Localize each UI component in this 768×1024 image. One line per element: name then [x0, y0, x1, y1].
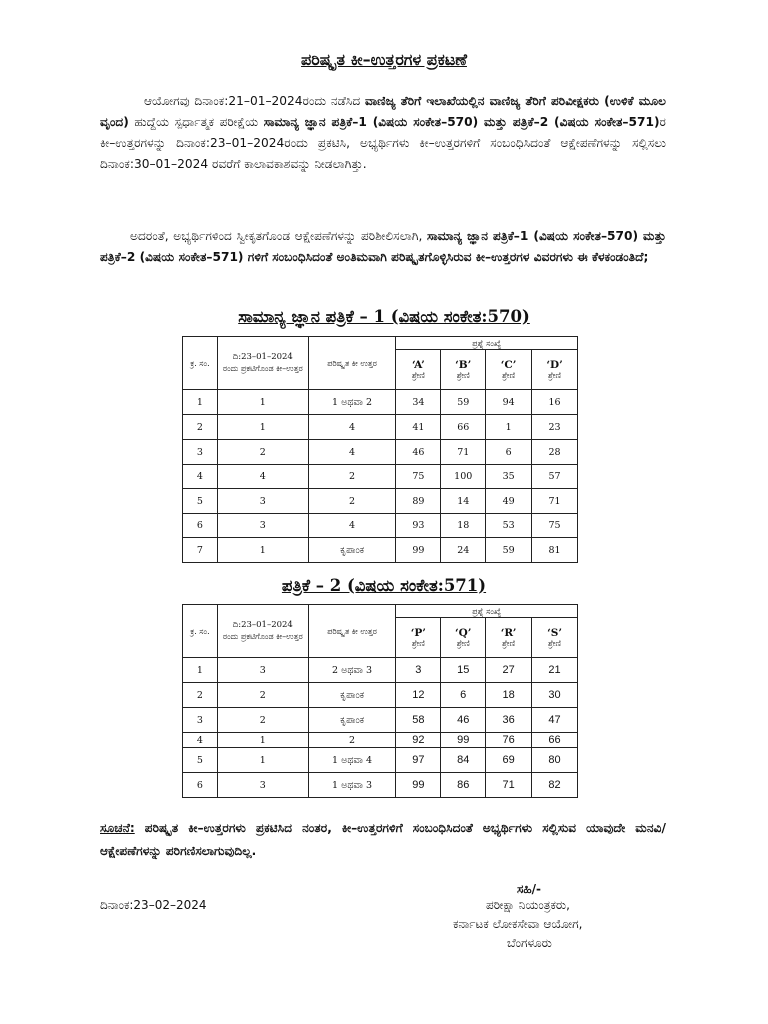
table1-cell: 16: [532, 390, 578, 415]
table1-cell: 35: [486, 465, 532, 489]
table2-cell: 3: [217, 658, 308, 683]
table1-cell: 1: [217, 538, 308, 563]
table2-cell: 99: [441, 733, 486, 748]
table2-cell: 1: [183, 658, 218, 683]
table2-cell: 15: [441, 658, 486, 683]
table1-series-word: ಶ್ರೇಣಿ: [502, 370, 516, 380]
table1-cell: 2: [183, 415, 218, 440]
table1-cell: 1: [183, 390, 218, 415]
table2-cell: 12: [396, 683, 441, 708]
table2-cell: 80: [532, 748, 578, 773]
table2-cell: 97: [396, 748, 441, 773]
table1-cell: 6: [486, 440, 532, 465]
table2-cell: 82: [532, 773, 578, 798]
table1-series-2: [486, 350, 532, 390]
table-row: [183, 773, 578, 798]
table1-cell: 23: [532, 415, 578, 440]
table1: [182, 336, 578, 563]
table-row: [183, 465, 578, 489]
table1-cell: 99: [396, 538, 441, 563]
table1-cell: 4: [308, 440, 396, 465]
table2-cell: 99: [396, 773, 441, 798]
table1-cell: 34: [396, 390, 441, 415]
intro-text-2: ಹುದ್ದೆಯ ಸ್ಪರ್ಧಾತ್ಮಕ ಪರೀಕ್ಷೆಯ: [128, 115, 264, 129]
table1-cell: 2: [217, 440, 308, 465]
table2-series-letter: ‘S’: [547, 626, 562, 639]
table1-cell: 1: [217, 390, 308, 415]
table2-cell: ಕೃಪಾಂಕ: [308, 683, 396, 708]
table1-cell: 59: [486, 538, 532, 563]
intro-bold-1: ವಾಣಿಜ್ಯ ತೆರಿಗೆ ಇಲಾಖೆಯಲ್ಲಿನ ವಾಣಿಜ್ಯ ತೆರಿಗೆ ಪರಿವೀಕ್ಷಕರು (ಉಳಿಕೆ ಮೂಲ ವೃಂದ): [100, 94, 666, 129]
table2-header-sl: ಕ್ರ. ಸಂ.: [183, 605, 218, 658]
table2-cell: 66: [532, 733, 578, 748]
table-row: [183, 440, 578, 465]
note-paragraph: [100, 817, 666, 863]
table1-header-revised: ಪರಿಷ್ಕೃತ ಕೀ ಉತ್ತರ: [308, 337, 396, 390]
table1-cell: 24: [441, 538, 486, 563]
table2-cell: 36: [486, 708, 532, 733]
table1-cell: 94: [486, 390, 532, 415]
table1-cell: 4: [308, 514, 396, 538]
table1-series-word: ಶ್ರೇಣಿ: [456, 370, 470, 380]
table2-cell: ಕೃಪಾಂಕ: [308, 708, 396, 733]
table2-series-word: ಶ್ರೇಣಿ: [411, 638, 425, 648]
table2-cell: 21: [532, 658, 578, 683]
table2-header-date-sub: ರಂದು ಪ್ರಕಟಿಗೊಂಡ ಕೀ–ಉತ್ತರ: [222, 632, 303, 641]
signature-sd: ಸಹಿ/-: [517, 882, 541, 896]
table-row: [183, 683, 578, 708]
table1-cell: 89: [396, 489, 441, 514]
table2-series-2: [486, 618, 532, 658]
table1-cell: 41: [396, 415, 441, 440]
table1-cell: ಕೃಪಾಂಕ: [308, 538, 396, 563]
table1-cell: 6: [183, 514, 218, 538]
table2-cell: 3: [396, 658, 441, 683]
table1-cell: 1 ಅಥವಾ 2: [308, 390, 396, 415]
second-paragraph: [100, 226, 666, 268]
table2-cell: 3: [183, 708, 218, 733]
table-row: [183, 489, 578, 514]
intro-bold-2: ಸಾಮಾನ್ಯ ಜ್ಞಾನ ಪತ್ರಿಕೆ–1 (ವಿಷಯ ಸಂಕೇತ–570) ಮತ್ತು ಪತ್ರಿಕೆ–2 (ವಿಷಯ ಸಂಕೇತ–571): [263, 115, 660, 129]
table1-cell: 100: [441, 465, 486, 489]
table1-series-letter: ‘A’: [411, 358, 425, 371]
table1-header-sl: ಕ್ರ. ಸಂ.: [183, 337, 218, 390]
table1-cell: 75: [396, 465, 441, 489]
table-row: [183, 390, 578, 415]
table1-cell: 71: [441, 440, 486, 465]
signature-city: ಬೆಂಗಳೂರು: [507, 936, 552, 950]
table2-cell: 6: [183, 773, 218, 798]
table1-cell: 4: [308, 415, 396, 440]
table2-cell: 1 ಅಥವಾ 3: [308, 773, 396, 798]
table1-cell: 3: [217, 489, 308, 514]
table2-cell: 1: [217, 748, 308, 773]
table1-cell: 2: [308, 465, 396, 489]
table2-cell: 86: [441, 773, 486, 798]
table1-cell: 59: [441, 390, 486, 415]
table2-cell: 2: [308, 733, 396, 748]
table2-header-revised: ಪರಿಷ್ಕೃತ ಕೀ ಉತ್ತರ: [308, 605, 396, 658]
table2-cell: 76: [486, 733, 532, 748]
table1-cell: 49: [486, 489, 532, 514]
table2-cell: 1 ಅಥವಾ 4: [308, 748, 396, 773]
table1-cell: 46: [396, 440, 441, 465]
table2-cell: 84: [441, 748, 486, 773]
table1-header-date-sub: ರಂದು ಪ್ರಕಟಿಗೊಂಡ ಕೀ–ಉತ್ತರ: [222, 364, 303, 373]
signature-organization: ಕರ್ನಾಟಕ ಲೋಕಸೇವಾ ಆಯೋಗ,: [453, 917, 583, 931]
table1-cell: 1: [217, 415, 308, 440]
table1-cell: 5: [183, 489, 218, 514]
table2-cell: 2: [217, 708, 308, 733]
table1-cell: 75: [532, 514, 578, 538]
table1-header-date-label: ದಿ:23–01–2024: [232, 352, 293, 362]
table2-cell: 2 ಅಥವಾ 3: [308, 658, 396, 683]
table1-series-letter: ‘D’: [546, 358, 563, 371]
table-row: [183, 514, 578, 538]
table1-series-word: ಶ್ರೇಣಿ: [411, 370, 425, 380]
second-text-1: ಅದರಂತೆ, ಅಭ್ಯರ್ಥಿಗಳಿಂದ ಸ್ವೀಕೃತಗೊಂಡ ಆಕ್ಷೇಪಣೆಗಳನ್ನು ಪರಿಶೀಲಿಸಲಾಗಿ,: [130, 229, 427, 243]
table2-title: ಪತ್ರಿಕೆ – 2 (ವಿಷಯ ಸಂಕೇತ:571): [281, 576, 487, 595]
table2-header-date-label: ದಿ:23–01–2024: [232, 620, 293, 630]
table2-cell: 58: [396, 708, 441, 733]
table1-cell: 81: [532, 538, 578, 563]
table1-series-3: [532, 350, 578, 390]
table2-body: [183, 658, 578, 798]
table2-cell: 3: [217, 773, 308, 798]
note-label: ಸೂಚನೆ:: [100, 821, 135, 835]
table1-series-1: [441, 350, 486, 390]
table2-cell: 4: [183, 733, 218, 748]
table1-cell: 7: [183, 538, 218, 563]
note-text: ಪರಿಷ್ಕೃತ ಕೀ–ಉತ್ತರಗಳು ಪ್ರಕಟಿಸಿದ ನಂತರ, ಕೀ–ಉತ್ತರಗಳಿಗೆ ಸಂಬಂಧಿಸಿದಂತೆ ಅಭ್ಯರ್ಥಿಗಳು ಸಲ್ಲಿಸುವ ಯಾವುದೇ ಮನವಿ/ಆಕ್ಷೇಪಣೆಗಳನ್ನು ಪರಿಗಣಿಸಲಾಗುವುದಿಲ್ಲ.: [100, 821, 666, 858]
signature-designation: ಪರೀಕ್ಷಾ ನಿಯಂತ್ರಕರು,: [486, 898, 570, 912]
table-row: [183, 658, 578, 683]
table1-cell: 66: [441, 415, 486, 440]
table1-cell: 18: [441, 514, 486, 538]
issue-date: ದಿನಾಂಕ:23–02–2024: [100, 898, 207, 912]
table2-cell: 5: [183, 748, 218, 773]
table-row: [183, 538, 578, 563]
table-row: [183, 415, 578, 440]
table2-series-letter: ‘R’: [500, 626, 517, 639]
table1-header-qno: ಪ್ರಶ್ನೆ ಸಂಖ್ಯೆ: [396, 337, 578, 350]
table2-series-letter: ‘P’: [410, 626, 426, 639]
table1-title: ಸಾಮಾನ್ಯ ಜ್ಞಾನ ಪತ್ರಿಕೆ – 1 (ವಿಷಯ ಸಂಕೇತ:570): [238, 307, 530, 326]
table1-cell: 2: [308, 489, 396, 514]
table1-cell: 71: [532, 489, 578, 514]
table1-cell: 1: [486, 415, 532, 440]
table2-cell: 2: [217, 683, 308, 708]
table2-series-3: [532, 618, 578, 658]
table2-cell: 46: [441, 708, 486, 733]
table2-series-word: ಶ್ರೇಣಿ: [502, 638, 516, 648]
table2-cell: 92: [396, 733, 441, 748]
table1-series-word: ಶ್ರೇಣಿ: [548, 370, 562, 380]
table1-cell: 4: [183, 465, 218, 489]
table1-cell: 4: [217, 465, 308, 489]
table2-series-1: [441, 618, 486, 658]
table2-series-word: ಶ್ರೇಣಿ: [456, 638, 470, 648]
table2-cell: 30: [532, 683, 578, 708]
table2-series-word: ಶ್ರೇಣಿ: [548, 638, 562, 648]
table2-cell: 18: [486, 683, 532, 708]
table2-series-letter: ‘Q’: [455, 626, 472, 639]
table-row: [183, 748, 578, 773]
table1-cell: 3: [183, 440, 218, 465]
table2: [182, 604, 578, 798]
page-title: ಪರಿಷ್ಕೃತ ಕೀ–ಉತ್ತರಗಳ ಪ್ರಕಟಣೆ: [301, 50, 467, 69]
table2-cell: 47: [532, 708, 578, 733]
table2-cell: 2: [183, 683, 218, 708]
table1-series-0: [396, 350, 441, 390]
second-bold-1: ಸಾಮಾನ್ಯ ಜ್ಞಾನ ಪತ್ರಿಕೆ–1 (ವಿಷಯ ಸಂಕೇತ–570) ಮತ್ತು ಪತ್ರಿಕೆ–2 (ವಿಷಯ ಸಂಕೇತ–571) ಗಳಿಗೆ ಸಂಬಂಧಿಸಿದಂತೆ ಅಂತಿಮವಾಗಿ ಪರಿಷ್ಕೃತಗೊಳ್ಳಿಸಿರುವ ಕೀ–ಉತ್ತರಗಳ ವಿವರಗಳು ಈ ಕೆಳಕಂಡಂತಿದೆ;: [100, 229, 666, 264]
table2-header-date: [217, 605, 308, 658]
table1-series-letter: ‘C’: [500, 358, 517, 371]
table2-cell: 1: [217, 733, 308, 748]
intro-text-1: ಆಯೋಗವು ದಿನಾಂಕ:21–01–2024ರಂದು ನಡೆಸಿದ: [144, 94, 366, 108]
table2-cell: 6: [441, 683, 486, 708]
table1-series-letter: ‘B’: [455, 358, 472, 371]
table2-series-0: [396, 618, 441, 658]
table1-cell: 28: [532, 440, 578, 465]
intro-paragraph: [100, 91, 666, 175]
table-row: [183, 708, 578, 733]
table-row: [183, 733, 578, 748]
table1-cell: 3: [217, 514, 308, 538]
table2-cell: 27: [486, 658, 532, 683]
table1-cell: 53: [486, 514, 532, 538]
intro-text-3: ರ ಕೀ–ಉತ್ತರಗಳನ್ನು ದಿನಾಂಕ:23–01–2024ರಂದು ಪ್ರಕಟಿಸಿ, ಅಭ್ಯರ್ಥಿಗಳು ಕೀ–ಉತ್ತರಗಳಿಗೆ ಸಂಬಂಧಿಸಿದಂತೆ ಆಕ್ಷೇಪಣೆಗಳನ್ನು ಸಲ್ಲಿಸಲು ದಿನಾಂಕ:30–01–2024 ರವರೆಗೆ ಕಾಲಾವಕಾಶವನ್ನು ನೀಡಲಾಗಿತ್ತು.: [100, 115, 666, 171]
table1-cell: 93: [396, 514, 441, 538]
table2-cell: 71: [486, 773, 532, 798]
table1-body: [183, 390, 578, 563]
table2-cell: 69: [486, 748, 532, 773]
table1-cell: 14: [441, 489, 486, 514]
table2-header-qno: ಪ್ರಶ್ನೆ ಸಂಖ್ಯೆ: [396, 605, 578, 618]
table1-header-date: [217, 337, 308, 390]
table1-cell: 57: [532, 465, 578, 489]
